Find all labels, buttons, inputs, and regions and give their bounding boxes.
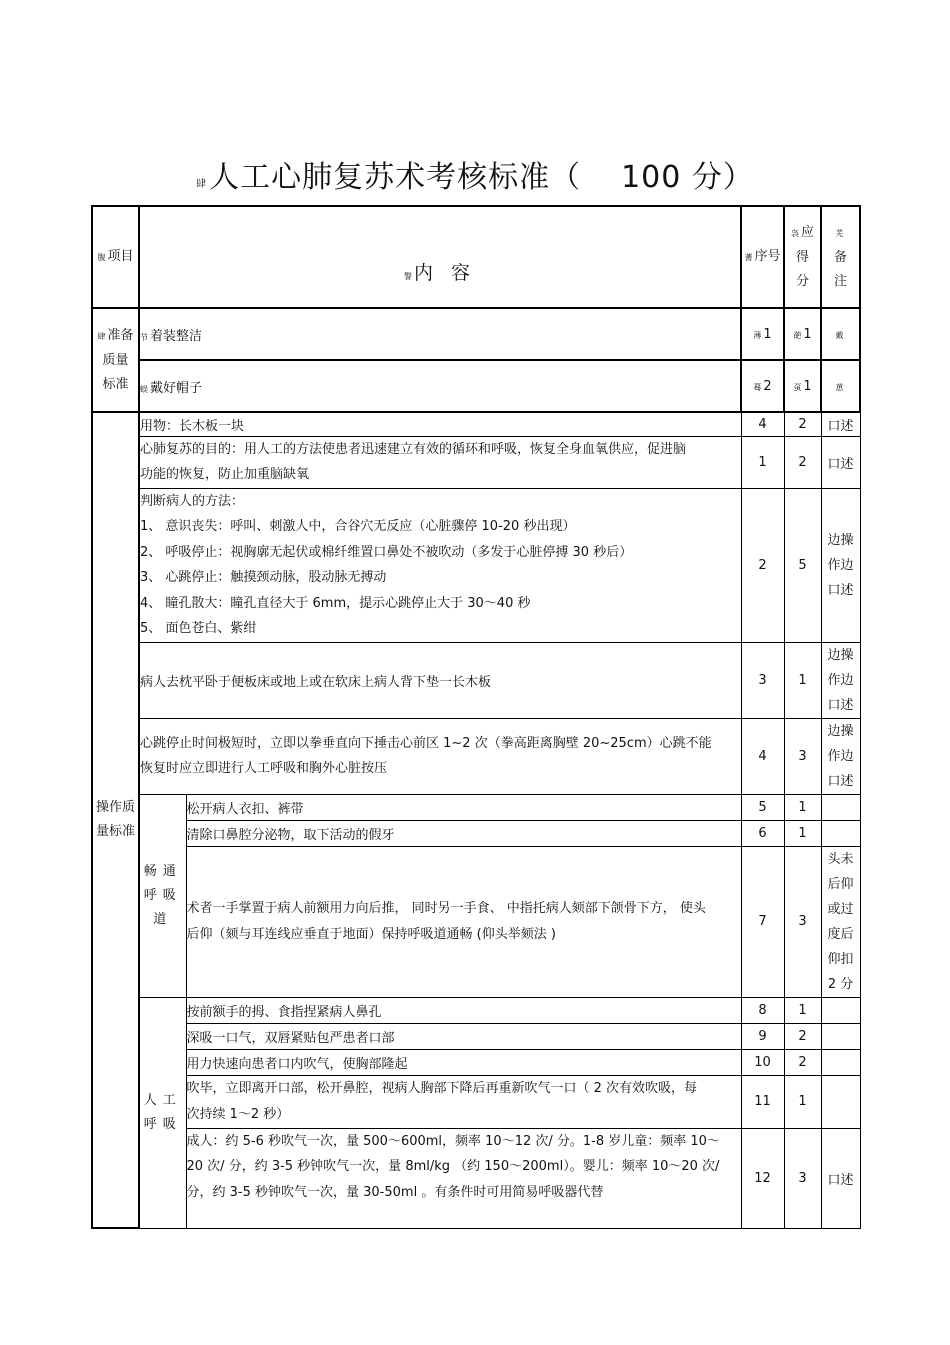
note-cell <box>821 1049 860 1075</box>
table-row <box>92 360 860 412</box>
score-cell: 1 <box>784 794 821 820</box>
table-row <box>92 1075 860 1128</box>
score-cell: 2 <box>784 436 821 488</box>
note-cell <box>821 997 860 1023</box>
seq-cell: 12 <box>741 1128 784 1228</box>
content-cell: 判断病人的方法： 1、 意识丧失：呼叫、刺激人中，合谷穴无反应（心脏骤停 10-20 秒出现） 2、 呼吸停止：视胸廓无起伏或棉纤维置口鼻处不被吹动（多发于心脏停搏 30 秒后） 3、 心跳停止：触摸颈动脉，股动脉无搏动 4、 瞳孔散大：瞳孔直径大于 6mm，提示心跳停止大于 30～40 秒 5、 面色苍白、紫绀 <box>139 488 741 642</box>
score-cell: 1 <box>784 642 821 718</box>
seq-cell: 2 <box>741 488 784 642</box>
content-cell: 按前额手的拇、食指捏紧病人鼻孔 <box>186 997 741 1023</box>
table-row <box>92 488 860 642</box>
table-row <box>92 642 860 718</box>
note-cell: 边操 作边 口述 <box>821 488 860 642</box>
seq-cell: 9 <box>741 1023 784 1049</box>
assessment-table <box>91 205 861 1229</box>
seq-cell: 6 <box>741 820 784 846</box>
table-row <box>92 997 860 1023</box>
content-cell: 节 着装整洁 <box>139 308 741 360</box>
header-row <box>92 206 860 308</box>
table-row <box>92 436 860 488</box>
content-cell: 术者一手掌置于病人前额用力向后推， 同时另一手食、 中指托病人颏部下颌骨下方， 使头 后仰（颏与耳连线应垂直于地面）保持呼吸道通畅 (仰头举颏法 ) <box>186 846 741 997</box>
score-cell: 1 <box>784 997 821 1023</box>
note-cell: 头未 后仰 或过 度后 仰扣 2 分 <box>821 846 860 997</box>
header-note: 芜备注 <box>821 206 860 308</box>
score-cell: 3 <box>784 1128 821 1228</box>
seq-cell: 3 <box>741 642 784 718</box>
note-cell <box>821 820 860 846</box>
section-breath: 人工呼吸 <box>139 997 186 1228</box>
seq-cell: 8 <box>741 997 784 1023</box>
content-cell: 心肺复苏的目的：用人工的方法使患者迅速建立有效的循环和呼吸，恢复全身血氧供应，促进脑 功能的恢复，防止加重脑缺氧 <box>139 436 741 488</box>
note-cell: 葸 <box>821 360 860 412</box>
content-cell: 深吸一口气，双唇紧贴包严患者口部 <box>186 1023 741 1049</box>
seq-cell: 4 <box>741 412 784 436</box>
note-cell <box>821 1075 860 1128</box>
page-title <box>0 158 950 205</box>
score-cell: 1 <box>784 1075 821 1128</box>
seq-cell: 10 <box>741 1049 784 1075</box>
content-cell: 松开病人衣扣、裤带 <box>186 794 741 820</box>
title-prefix: 肆 <box>196 179 208 190</box>
seq-cell: 1 <box>741 436 784 488</box>
header-seq: 蓍 序号 <box>741 206 784 308</box>
note-cell: 口述 <box>821 1128 860 1228</box>
score-cell: 2 <box>784 1023 821 1049</box>
header-score: 袅 应得分 <box>784 206 821 308</box>
content-cell: 病人去枕平卧于便板床或地上或在软床上病人背下垫一长木板 <box>139 642 741 718</box>
table-row <box>92 1049 860 1075</box>
content-cell: 清除口鼻腔分泌物，取下活动的假牙 <box>186 820 741 846</box>
header-content: 警 内 容 <box>139 206 741 308</box>
score-cell: 5 <box>784 488 821 642</box>
table-row <box>92 718 860 794</box>
note-cell: 口述 <box>821 412 860 436</box>
note-cell: 边操 作边 口述 <box>821 718 860 794</box>
note-cell: 戴 <box>821 308 860 360</box>
seq-cell: 7 <box>741 846 784 997</box>
table-row <box>92 846 860 997</box>
title-main: 人工心肺复苏术考核标准（ <box>209 160 582 195</box>
score-cell: 3 <box>784 718 821 794</box>
section-prep: 肆 准备质量标准 <box>92 308 139 412</box>
header-project: 腹 项目 <box>92 206 139 308</box>
content-cell: 用物：长木板一块 <box>139 412 741 436</box>
table-row <box>92 794 860 820</box>
score-cell: 葩 1 <box>784 308 821 360</box>
note-cell <box>821 794 860 820</box>
seq-cell: 4 <box>741 718 784 794</box>
table-row <box>92 412 860 436</box>
score-cell: 1 <box>784 820 821 846</box>
score-cell: 虿 1 <box>784 360 821 412</box>
note-cell <box>821 1023 860 1049</box>
content-cell: 吹毕，立即离开口部，松开鼻腔，视病人胸部下降后再重新吹气一口（ 2 次有效吹吸，每 次持续 1～2 秒） <box>186 1075 741 1128</box>
seq-cell: 薄 1 <box>741 308 784 360</box>
note-cell: 口述 <box>821 436 860 488</box>
note-cell: 边操 作边 口述 <box>821 642 860 718</box>
seq-cell: 11 <box>741 1075 784 1128</box>
score-cell: 3 <box>784 846 821 997</box>
seq-cell: 5 <box>741 794 784 820</box>
score-cell: 2 <box>784 412 821 436</box>
score-cell: 2 <box>784 1049 821 1075</box>
table-row <box>92 1128 860 1228</box>
section-airway: 畅通呼吸道 <box>139 794 186 997</box>
table-row <box>92 1023 860 1049</box>
section-ops: 操作质量标准 <box>92 412 139 1228</box>
seq-cell: 蓦 2 <box>741 360 784 412</box>
table-row <box>92 308 860 360</box>
content-cell: 用力快速向患者口内吹气，使胸部隆起 <box>186 1049 741 1075</box>
table-row <box>92 820 860 846</box>
title-score: 100 分） <box>621 160 754 195</box>
content-cell: 成人：约 5-6 秒吹气一次，量 500～600ml，频率 10～12 次/ 分。1-8 岁儿童：频率 10～ 20 次/ 分，约 3-5 秒钟吹气一次，量 8ml/kg （约 150～200ml）。婴儿：频率 10～20 次/ 分，约 3-5 秒钟吹气一次，量 30-50ml 。有条件时可用简易呼吸器代替 <box>186 1128 741 1228</box>
content-cell: 心跳停止时间极短时，立即以拳垂直向下捶击心前区 1~2 次（拳高距离胸壁 20~25cm）心跳不能 恢复时应立即进行人工呼吸和胸外心脏按压 <box>139 718 741 794</box>
content-cell: 蜈 戴好帽子 <box>139 360 741 412</box>
